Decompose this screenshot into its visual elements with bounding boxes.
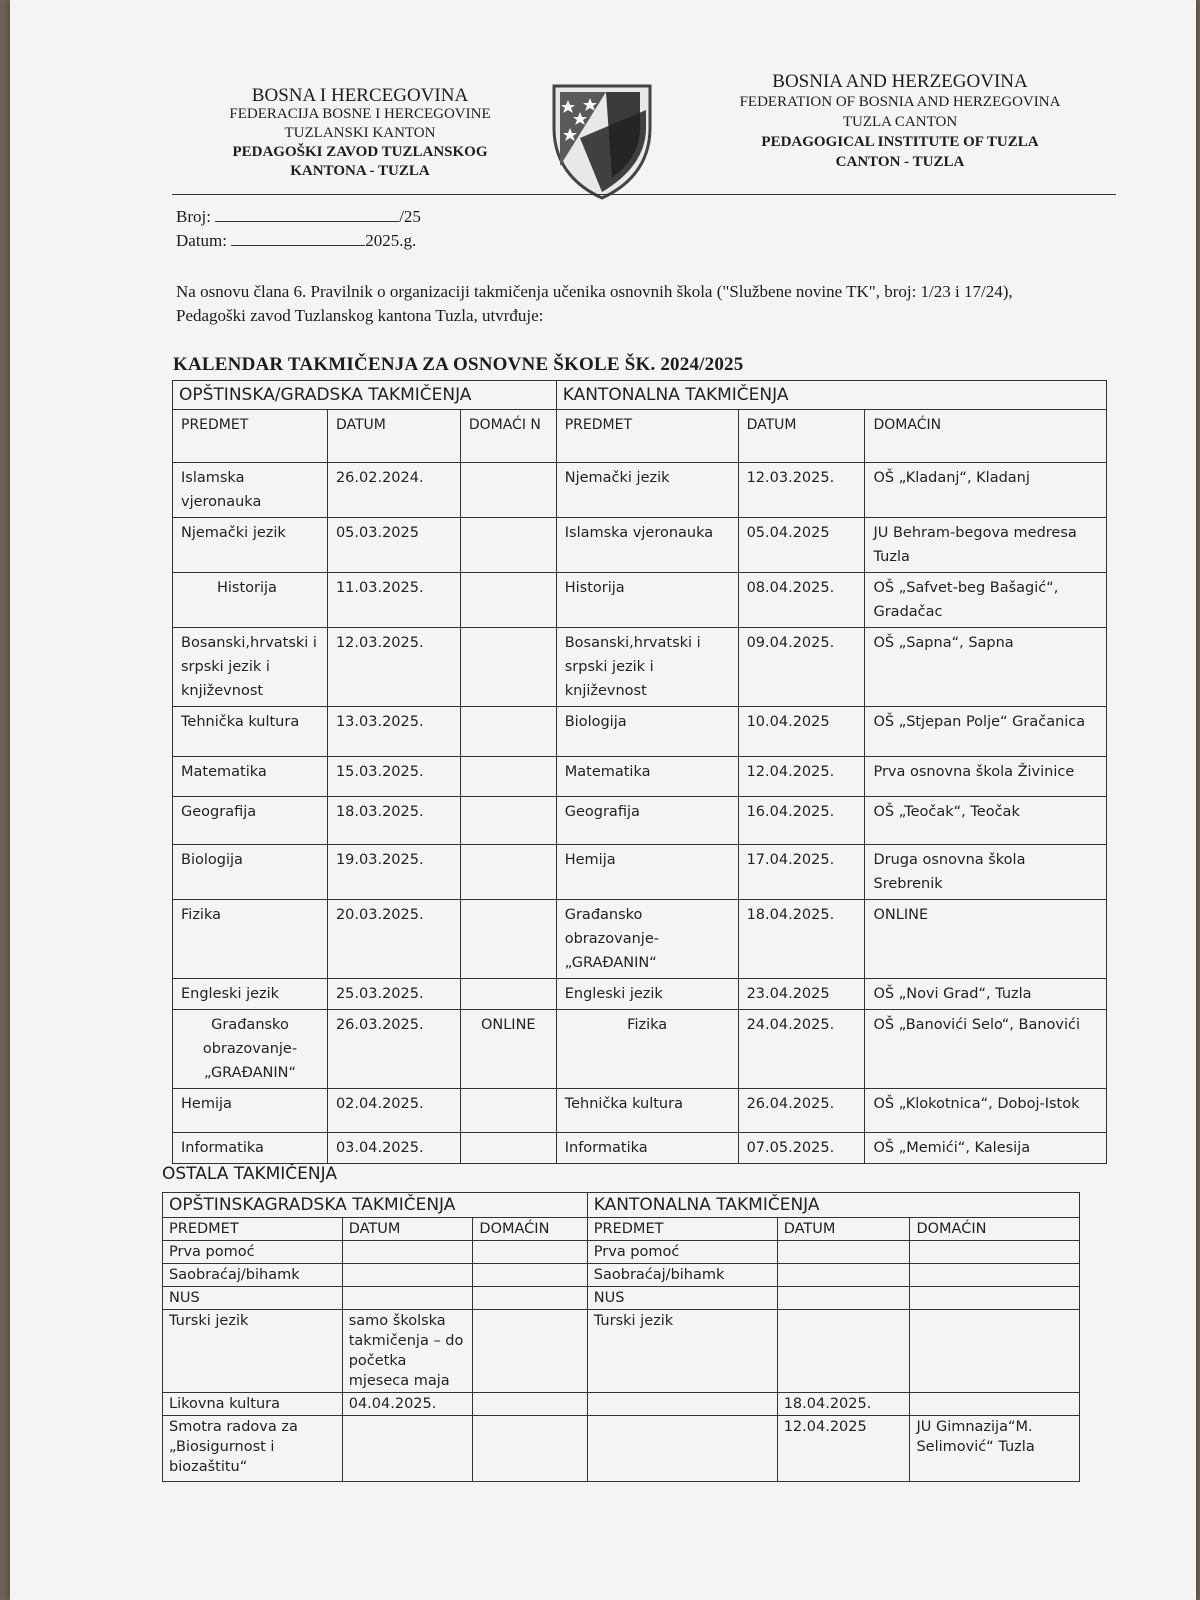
row-predmet-left: Smotra radova za „Biosigurnost i biozaštitu“: [163, 1416, 343, 1482]
row-datum-right: [777, 1241, 910, 1264]
other-col-domacin-right: DOMAĆIN: [910, 1218, 1080, 1241]
table-row: [173, 1133, 1107, 1164]
row-predmet-left: Historija: [173, 573, 328, 628]
row-datum-right: 17.04.2025.: [738, 845, 865, 900]
calendar-left-section: OPŠTINSKA/GRADSKA TAKMIČENJA: [173, 381, 557, 410]
row-domacin-left: [460, 707, 556, 757]
row-predmet-right: Islamska vjeronauka: [556, 518, 738, 573]
row-predmet-right: Fizika: [556, 1010, 738, 1089]
row-predmet-right: Saobraćaj/bihamk: [587, 1264, 777, 1287]
row-datum-right: [777, 1264, 910, 1287]
row-predmet-left: Turski jezik: [163, 1310, 343, 1393]
row-domacin-right: ONLINE: [865, 900, 1107, 979]
row-predmet-left: Geografija: [173, 797, 328, 845]
row-predmet-left: Informatika: [173, 1133, 328, 1164]
col-datum-right: DATUM: [738, 410, 865, 463]
row-predmet-right: NUS: [587, 1287, 777, 1310]
row-domacin-left: [460, 1089, 556, 1133]
document-page: [10, 0, 1196, 1600]
calendar-table: [172, 380, 1107, 1164]
broj-suffix: /25: [399, 207, 421, 226]
table-row: [163, 1416, 1080, 1482]
other-right-section: KANTONALNA TAKMIČENJA: [587, 1193, 1079, 1218]
row-domacin-right: [910, 1264, 1080, 1287]
calendar-header-row: [173, 410, 1107, 463]
table-row: [163, 1264, 1080, 1287]
row-predmet-right: Prva pomoć: [587, 1241, 777, 1264]
datum-suffix: 2025.g.: [365, 231, 417, 250]
row-domacin-right: OŠ „Banovići Selo“, Banovići: [865, 1010, 1107, 1089]
row-domacin-right: OŠ „Teočak“, Teočak: [865, 797, 1107, 845]
row-predmet-left: Hemija: [173, 1089, 328, 1133]
table-row: [173, 845, 1107, 900]
row-domacin-right: JU Behram-begova medresa Tuzla: [865, 518, 1107, 573]
row-predmet-right: Tehnička kultura: [556, 1089, 738, 1133]
row-predmet-right: Historija: [556, 573, 738, 628]
row-domacin-left: [473, 1393, 587, 1416]
row-datum-right: 24.04.2025.: [738, 1010, 865, 1089]
datum-label: Datum:: [176, 231, 227, 250]
header-left-line5: KANTONA - TUZLA: [290, 163, 430, 179]
row-datum-left: 13.03.2025.: [327, 707, 460, 757]
row-domacin-right: Prva osnovna škola Živinice: [865, 757, 1107, 797]
col-predmet-right: PREDMET: [556, 410, 738, 463]
row-datum-left: 19.03.2025.: [327, 845, 460, 900]
row-predmet-left: Saobraćaj/bihamk: [163, 1264, 343, 1287]
header-left-line4: PEDAGOŠKI ZAVOD TUZLANSKOG: [232, 144, 488, 160]
row-predmet-right: Turski jezik: [587, 1310, 777, 1393]
row-predmet-right: [587, 1393, 777, 1416]
row-predmet-left: Građansko obrazovanje- „GRAĐANIN“: [173, 1010, 328, 1089]
row-domacin-left: [473, 1241, 587, 1264]
other-title: OSTALA TAKMIČENJA: [162, 1164, 337, 1184]
header-left-line2: FEDERACIJA BOSNE I HERCEGOVINE: [229, 106, 491, 122]
broj-line: [176, 205, 421, 229]
row-domacin-left: [473, 1287, 587, 1310]
row-datum-right: 12.03.2025.: [738, 463, 865, 518]
header-divider: [172, 194, 1116, 195]
table-row: [173, 757, 1107, 797]
row-domacin-left: [460, 900, 556, 979]
calendar-title: KALENDAR TAKMIČENJA ZA OSNOVNE ŠKOLE ŠK. 2024/2025: [173, 354, 744, 375]
row-domacin-left: [460, 628, 556, 707]
row-datum-left: 26.02.2024.: [327, 463, 460, 518]
row-predmet-right: Engleski jezik: [556, 979, 738, 1010]
table-row: [173, 707, 1107, 757]
table-row: [173, 979, 1107, 1010]
row-datum-right: 08.04.2025.: [738, 573, 865, 628]
row-datum-left: samo školska takmičenja – do početka mjeseca maja: [342, 1310, 473, 1393]
row-predmet-left: Islamska vjeronauka: [173, 463, 328, 518]
row-predmet-right: Hemija: [556, 845, 738, 900]
other-col-datum-left: DATUM: [342, 1218, 473, 1241]
row-domacin-left: [473, 1416, 587, 1482]
other-table: [162, 1192, 1080, 1482]
row-predmet-left: Likovna kultura: [163, 1393, 343, 1416]
row-domacin-right: [910, 1310, 1080, 1393]
table-row: [173, 463, 1107, 518]
other-col-predmet-left: PREDMET: [163, 1218, 343, 1241]
row-datum-left: 25.03.2025.: [327, 979, 460, 1010]
row-domacin-left: [460, 573, 556, 628]
intro-paragraph: Na osnovu člana 6. Pravilnik o organizaciji takmičenja učenika osnovnih škola ("Službene novine TK", broj: 1/23 i 17/24), Pedagoški zavod Tuzlanskog kantona Tuzla, utvrđuje:: [176, 282, 1013, 325]
other-col-domacin-left: DOMAĆIN: [473, 1218, 587, 1241]
row-datum-right: 23.04.2025: [738, 979, 865, 1010]
row-datum-right: 12.04.2025.: [738, 757, 865, 797]
broj-label: Broj:: [176, 207, 211, 226]
row-domacin-left: [460, 845, 556, 900]
row-datum-right: 18.04.2025.: [777, 1393, 910, 1416]
row-datum-left: [342, 1264, 473, 1287]
row-datum-left: 12.03.2025.: [327, 628, 460, 707]
other-section-row: [163, 1193, 1080, 1218]
table-row: [173, 797, 1107, 845]
table-row: [163, 1241, 1080, 1264]
row-predmet-left: Prva pomoć: [163, 1241, 343, 1264]
row-predmet-left: Engleski jezik: [173, 979, 328, 1010]
row-datum-right: [777, 1287, 910, 1310]
header-right-line1: BOSNIA AND HERZEGOVINA: [772, 71, 1028, 92]
other-left-section: OPŠTINSKAGRADSKA TAKMIČENJA: [163, 1193, 588, 1218]
row-predmet-left: Biologija: [173, 845, 328, 900]
row-datum-left: 26.03.2025.: [327, 1010, 460, 1089]
datum-line: [176, 229, 421, 253]
row-predmet-left: NUS: [163, 1287, 343, 1310]
row-predmet-left: Bosanski,hrvatski i srpski jezik i književnost: [173, 628, 328, 707]
row-domacin-right: OŠ „Memići“, Kalesija: [865, 1133, 1107, 1164]
row-domacin-left: [473, 1264, 587, 1287]
table-row: [173, 900, 1107, 979]
table-row: [173, 518, 1107, 573]
table-row: [163, 1310, 1080, 1393]
row-domacin-right: OŠ „Sapna“, Sapna: [865, 628, 1107, 707]
row-domacin-left: [460, 797, 556, 845]
row-datum-left: [342, 1287, 473, 1310]
row-domacin-left: [460, 1133, 556, 1164]
row-datum-right: 16.04.2025.: [738, 797, 865, 845]
row-domacin-right: Druga osnovna škola Srebrenik: [865, 845, 1107, 900]
row-datum-right: 05.04.2025: [738, 518, 865, 573]
other-col-predmet-right: PREDMET: [587, 1218, 777, 1241]
other-col-datum-right: DATUM: [777, 1218, 910, 1241]
other-body: [163, 1241, 1080, 1482]
broj-blank: [215, 205, 399, 222]
row-datum-left: 04.04.2025.: [342, 1393, 473, 1416]
row-predmet-right: Biologija: [556, 707, 738, 757]
table-row: [173, 1010, 1107, 1089]
row-domacin-right: OŠ „Novi Grad“, Tuzla: [865, 979, 1107, 1010]
row-datum-right: 26.04.2025.: [738, 1089, 865, 1133]
table-row: [173, 573, 1107, 628]
row-datum-right: 10.04.2025: [738, 707, 865, 757]
row-predmet-right: Geografija: [556, 797, 738, 845]
header-right-line4: PEDAGOGICAL INSTITUTE OF TUZLA: [761, 134, 1039, 150]
reference-block: [176, 205, 421, 253]
calendar-right-section: KANTONALNA TAKMIČENJA: [556, 381, 1106, 410]
row-datum-left: 20.03.2025.: [327, 900, 460, 979]
row-domacin-left: [460, 463, 556, 518]
row-domacin-right: OŠ „Klokotnica“, Doboj-Istok: [865, 1089, 1107, 1133]
row-datum-left: 03.04.2025.: [327, 1133, 460, 1164]
row-predmet-right: Matematika: [556, 757, 738, 797]
header-right-line2: FEDERATION OF BOSNIA AND HERZEGOVINA: [739, 94, 1061, 110]
row-predmet-left: Matematika: [173, 757, 328, 797]
row-predmet-right: Njemački jezik: [556, 463, 738, 518]
calendar-body: [173, 463, 1107, 1164]
datum-blank: [231, 229, 365, 246]
row-predmet-right: [587, 1416, 777, 1482]
row-predmet-left: Fizika: [173, 900, 328, 979]
row-datum-left: 11.03.2025.: [327, 573, 460, 628]
row-predmet-left: Njemački jezik: [173, 518, 328, 573]
header-right: [695, 72, 1105, 172]
row-domacin-left: [460, 979, 556, 1010]
table-row: [173, 1089, 1107, 1133]
row-domacin-right: JU Gimnazija“M. Selimović“ Tuzla: [910, 1416, 1080, 1482]
row-datum-left: 02.04.2025.: [327, 1089, 460, 1133]
row-domacin-right: [910, 1241, 1080, 1264]
row-domacin-right: OŠ „Safvet-beg Bašagić“, Gradačac: [865, 573, 1107, 628]
row-datum-left: 15.03.2025.: [327, 757, 460, 797]
row-datum-right: [777, 1310, 910, 1393]
header-right-line3: TUZLA CANTON: [842, 114, 958, 130]
row-predmet-left: Tehnička kultura: [173, 707, 328, 757]
row-datum-left: 18.03.2025.: [327, 797, 460, 845]
row-datum-left: [342, 1416, 473, 1482]
row-domacin-left: ONLINE: [460, 1010, 556, 1089]
header-left-line3: TUZLANSKI KANTON: [284, 125, 436, 141]
row-domacin-left: [460, 518, 556, 573]
calendar-section-row: [173, 381, 1107, 410]
row-datum-left: [342, 1241, 473, 1264]
row-datum-right: 12.04.2025: [777, 1416, 910, 1482]
table-row: [163, 1287, 1080, 1310]
table-row: [173, 628, 1107, 707]
row-domacin-right: [910, 1393, 1080, 1416]
col-predmet-left: PREDMET: [173, 410, 328, 463]
row-domacin-left: [473, 1310, 587, 1393]
row-domacin-left: [460, 757, 556, 797]
row-datum-right: 09.04.2025.: [738, 628, 865, 707]
coat-of-arms-icon: [550, 80, 654, 202]
header-left-line1: BOSNA I HERCEGOVINA: [251, 85, 469, 106]
col-domacin-right: DOMAĆIN: [865, 410, 1107, 463]
row-datum-right: 07.05.2025.: [738, 1133, 865, 1164]
col-domacin-left: DOMAĆI N: [460, 410, 556, 463]
row-domacin-right: [910, 1287, 1080, 1310]
header-left: [190, 86, 530, 181]
row-domacin-right: OŠ „Kladanj“, Kladanj: [865, 463, 1107, 518]
table-row: [163, 1393, 1080, 1416]
row-predmet-right: Informatika: [556, 1133, 738, 1164]
header-right-line5: CANTON - TUZLA: [835, 154, 965, 170]
other-header-row: [163, 1218, 1080, 1241]
col-datum-left: DATUM: [327, 410, 460, 463]
row-predmet-right: Bosanski,hrvatski i srpski jezik i književnost: [556, 628, 738, 707]
row-datum-left: 05.03.2025: [327, 518, 460, 573]
row-domacin-right: OŠ „Stjepan Polje“ Gračanica: [865, 707, 1107, 757]
row-predmet-right: Građansko obrazovanje- „GRAĐANIN“: [556, 900, 738, 979]
row-datum-right: 18.04.2025.: [738, 900, 865, 979]
